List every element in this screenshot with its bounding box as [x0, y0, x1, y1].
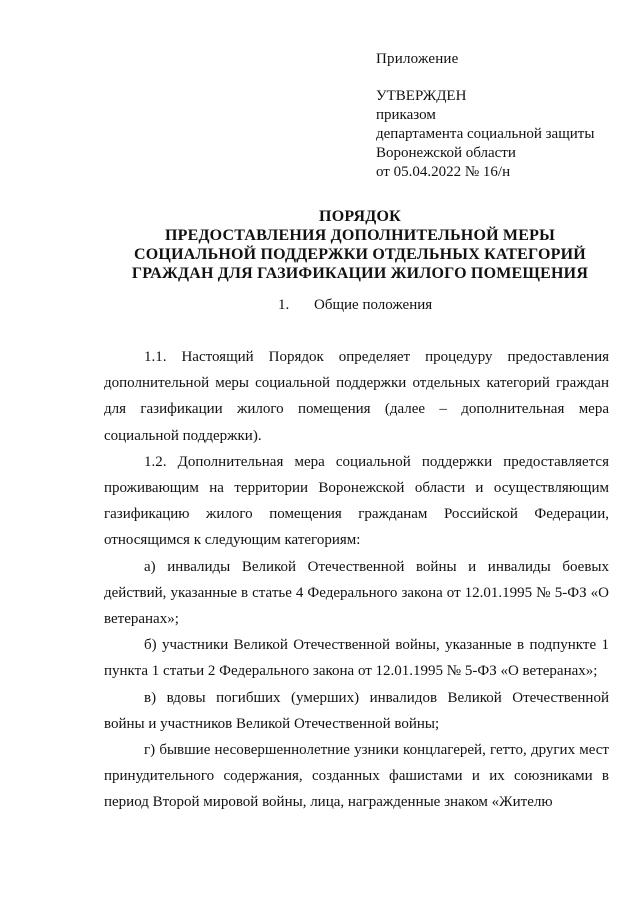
title-line: ПОРЯДОК: [319, 208, 401, 225]
title-line: СОЦИАЛЬНОЙ ПОДДЕРЖКИ ОТДЕЛЬНЫХ КАТЕГОРИЙ: [134, 246, 586, 263]
paragraph-item-v: в) вдовы погибших (умерших) инвалидов Великой Отечественной войны и участников Великой Отечественной войны;: [104, 689, 609, 732]
section-number: 1.: [278, 297, 290, 313]
paragraph-1-2: 1.2. Дополнительная мера социальной поддержки предоставляется проживающим на территории Воронежской области и осуществляющим газификацию жилого помещения гражданам Российской Федерации, относящимся к следующим категориям:: [104, 453, 609, 549]
approval-line: Воронежской области: [376, 145, 516, 161]
title-line: ПРЕДОСТАВЛЕНИЯ ДОПОЛНИТЕЛЬНОЙ МЕРЫ: [164, 227, 555, 244]
appendix-label: Приложение: [376, 51, 459, 67]
paragraph-item-b: б) участники Великой Отечественной войны, указанные в подпункте 1 пункта 1 статьи 2 Федерального закона от 12.01.1995 № 5-ФЗ «О ветеранах»;: [104, 637, 609, 680]
document-title: [60, 207, 640, 283]
document-body: [104, 344, 609, 816]
approval-line: УТВЕРЖДЕН: [376, 88, 467, 104]
paragraph-item-a: а) инвалиды Великой Отечественной войны и инвалиды боевых действий, указанные в статье 4 Федерального закона от 12.01.1995 № 5-ФЗ «О ветеранах»;: [104, 558, 609, 628]
approval-line: от 05.04.2022 № 16/н: [376, 164, 511, 180]
paragraph-1-1: 1.1. Настоящий Порядок определяет процедуру предоставления дополнительной меры социальной поддержки отдельных категорий граждан для газификации жилого помещения (далее – дополнительная мера социальной поддержки).: [104, 349, 609, 444]
approval-line: департамента социальной защиты: [376, 126, 595, 142]
section-heading: [278, 296, 432, 315]
section-title: Общие положения: [314, 297, 433, 313]
approval-line: приказом: [376, 107, 436, 123]
approval-stamp: [376, 50, 594, 182]
paragraph-item-g: г) бывшие несовершеннолетние узники концлагерей, гетто, других мест принудительного содержания, созданных фашистами и их союзниками в период Второй мировой войны, лица, награжденные знаком «Жителю: [104, 742, 609, 811]
title-line: ГРАЖДАН ДЛЯ ГАЗИФИКАЦИИ ЖИЛОГО ПОМЕЩЕНИЯ: [131, 265, 589, 282]
